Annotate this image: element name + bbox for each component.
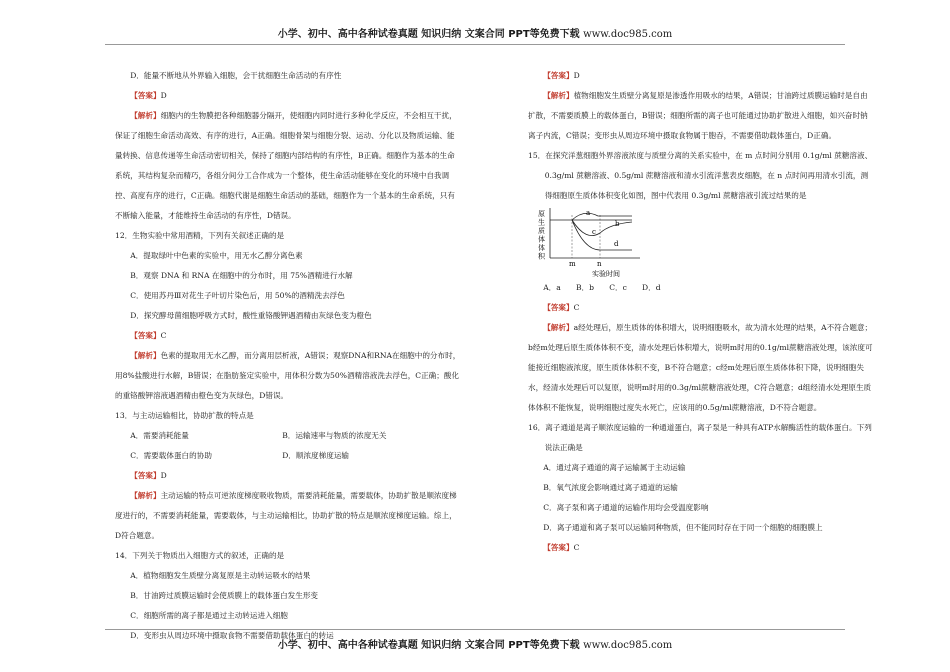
left-column <box>115 66 462 646</box>
y-label-char-1: 原 <box>538 210 545 218</box>
q13-option-d: D．顺浓度梯度运输 <box>282 451 350 460</box>
x-axis-label: 实验时间 <box>592 270 620 278</box>
analysis-tag: 【解析】 <box>130 351 161 360</box>
analysis-text: 植物细胞发生质壁分离复原是渗透作用吸水的结果，A错误；甘油跨过质膜运输时是自由扩散，不需要质膜上的载体蛋白，B错误；细胞所需的离子也可能通过协助扩散进入细胞，如兴奋时钠离子内流，C错误；变形虫从周边环境中摄取食物属于胞吞，不需要借助载体蛋白，D正确。 <box>528 91 868 140</box>
q11-analysis <box>115 106 462 226</box>
label-b: b <box>615 220 620 228</box>
analysis-text: 色素的提取用无水乙醇，而分离用层析液，A错误；观察DNA和RNA在细胞中的分布时，用8%盐酸进行水解，B错误；在脂肪鉴定实验中，用体积分数为50%酒精溶液洗去浮色，C正确；酸化的重铬酸钾溶液遇酒精由橙色变为灰绿色，D错误。 <box>115 351 461 400</box>
q13-stem: 13．与主动运输相比，协助扩散的特点是 <box>115 411 254 420</box>
answer-value: D <box>160 91 167 100</box>
q12-stem: 12．生物实验中常用酒精，下列有关叙述正确的是 <box>115 231 285 240</box>
q13-option-c: C．需要载体蛋白的协助 <box>130 451 212 460</box>
bottom-banner <box>0 636 950 651</box>
q15-analysis <box>528 318 875 418</box>
analysis-text: 主动运输的特点可逆浓度梯度吸收物质，需要消耗能量，需要载体，协助扩散是顺浓度梯度进行的，不需要消耗能量，需要载体，与主动运输相比，协助扩散的特点是顺浓度梯度运输。综上，D符合题意。 <box>115 491 457 540</box>
q12-option-b: B．观察 DNA 和 RNA 在细胞中的分布时，用 75%酒精进行水解 <box>130 271 353 280</box>
curve-a <box>572 213 632 220</box>
q11-answer <box>115 86 462 106</box>
right-column <box>528 66 875 558</box>
y-label-char-6: 积 <box>538 252 545 261</box>
q16-option-d: D．离子通道和离子泵可以运输同种物质，但不能同时存在于同一个细胞的细胞膜上 <box>543 523 823 532</box>
label-m: m <box>569 260 576 268</box>
q15-options: A．a B．b C．c D．d <box>543 283 661 292</box>
analysis-tag: 【解析】 <box>130 491 161 500</box>
q14-option-c: C．细胞所需的离子都是通过主动转运进入细胞 <box>130 611 288 620</box>
q13-analysis <box>115 486 462 546</box>
q14-option-a: A．植物细胞发生质壁分离复原是主动转运吸水的结果 <box>130 571 311 580</box>
label-n: n <box>597 260 602 268</box>
answer-value: C <box>573 543 580 552</box>
bottom-divider <box>105 629 845 630</box>
q13-options-row-2 <box>115 446 462 466</box>
q16-option-b: B．氧气浓度会影响通过离子通道的运输 <box>543 483 678 492</box>
top-banner <box>0 25 950 40</box>
analysis-text: 细胞内的生物膜把各种细胞器分隔开，使细胞内同时进行多种化学反应，不会相互干扰，保证了细胞生命活动高效、有序的进行，A正确。细胞骨架与细胞分裂、运动、分化以及物质运输、能量转换、信息传递等生命活动密切相关，保持了细胞内部结构的有序性，B正确。细胞作为基本的生命系统，其结构复杂而精巧，各组分间分工合作成为一个整体，使生命活动能够在变化的环境中自我调控、高度有序的进行，C正确。细胞代谢是细胞生命活动的基础，细胞作为一个基本的生命系统，只有不断输入能量，才能维持生命活动的有序性，D错误。 <box>115 111 457 220</box>
q14-analysis <box>528 86 875 146</box>
q13-options-row-1 <box>115 426 462 446</box>
y-label-char-2: 生 <box>538 218 545 227</box>
q15-answer <box>528 298 875 318</box>
answer-value: D <box>573 71 580 80</box>
q16-option-a: A．通过离子通道的离子运输属于主动运输 <box>543 463 686 472</box>
q14-option-d: D．变形虫从周边环境中摄取食物不需要借助载体蛋白的转运 <box>130 631 334 640</box>
answer-tag: 【答案】 <box>543 71 574 80</box>
y-label-char-4: 体 <box>538 235 545 244</box>
q14-answer <box>528 66 875 86</box>
q12-answer <box>115 326 462 346</box>
analysis-tag: 【解析】 <box>543 91 574 100</box>
volume-graph <box>536 206 676 278</box>
answer-tag: 【答案】 <box>543 303 574 312</box>
answer-value: D <box>160 471 167 480</box>
q13-option-a: A．需要消耗能量 <box>130 431 189 440</box>
q16-answer <box>528 538 875 558</box>
analysis-tag: 【解析】 <box>130 111 161 120</box>
q16-stem: 16．离子通道是离子顺浓度运输的一种通道蛋白，离子泵是一种具有ATP水解酶活性的载体蛋白。下列说法正确是 <box>528 423 872 452</box>
label-d: d <box>614 240 619 248</box>
q12-option-c: C．使用苏丹Ⅲ对花生子叶切片染色后，用 50%的酒精洗去浮色 <box>130 291 345 300</box>
q13-answer <box>115 466 462 486</box>
banner-url[interactable]: www.doc985.com <box>583 29 673 40</box>
q15-stem: 15．在探究洋葱细胞外界溶液浓度与质壁分离的关系实验中，在 m 点时间分别用 0.1g/ml 蔗糖溶液、0.3g/ml 蔗糖溶液、0.5g/ml 蔗糖溶液和清水引流洋葱表皮细胞，在 n 点时间再用清水引流，测得细胞原生质体体积变化如图，图中代表用 0.3g/ml 蔗糖溶液引流过结果的是 <box>528 151 873 200</box>
banner-url[interactable]: www.doc985.com <box>583 640 673 651</box>
label-c: c <box>592 228 596 236</box>
banner-text: 小学、初中、高中各种试卷真题 知识归纳 文案合同 PPT等免费下载 <box>277 29 580 40</box>
q14-stem: 14．下列关于物质出入细胞方式的叙述，正确的是 <box>115 551 285 560</box>
q16-option-c: C．离子泵和离子通道的运输作用均会受温度影响 <box>543 503 709 512</box>
q12-option-d: D．探究酵母菌细胞呼吸方式时，酸性重铬酸钾遇酒精由灰绿色变为橙色 <box>130 311 372 320</box>
curve-c <box>572 220 632 236</box>
curve-d <box>572 220 632 250</box>
answer-tag: 【答案】 <box>543 543 574 552</box>
answer-tag: 【答案】 <box>130 471 161 480</box>
analysis-text: a经处理后，原生质体的体积增大，说明细胞吸水，故为清水处理的结果，A不符合题意；b经m处理后原生质体体积不变，清水处理后体积增大，说明m时用的0.1g/ml蔗糖溶液处理，该浓度可能接近细胞液浓度，原生质体体积不变，B不符合题意；c经m处理后原生质体体积下降，说明细胞失水，经清水处理后可以复原，说明m时用的0.3g/ml蔗糖溶液处理，C符合题意；d组经清水处理原生质体体积不能恢复，说明细胞过度失水死亡，应该用的0.5g/ml蔗糖溶液，D不符合题意。 <box>528 323 873 412</box>
q15-figure <box>528 206 875 278</box>
y-axis-label <box>538 209 547 261</box>
banner-text: 小学、初中、高中各种试卷真题 知识归纳 文案合同 PPT等免费下载 <box>277 640 580 651</box>
analysis-tag: 【解析】 <box>543 323 574 332</box>
q14-option-b: B．甘油跨过质膜运输时会使质膜上的载体蛋白发生形变 <box>130 591 319 600</box>
q11-option-d: D．能量不断地从外界输入细胞，会干扰细胞生命活动的有序性 <box>130 71 342 80</box>
label-a: a <box>586 209 591 217</box>
y-label-char-5: 体 <box>538 244 545 252</box>
answer-tag: 【答案】 <box>130 331 161 340</box>
answer-tag: 【答案】 <box>130 91 161 100</box>
y-label-char-3: 质 <box>538 227 545 235</box>
answer-value: C <box>573 303 580 312</box>
top-divider <box>105 44 845 45</box>
q13-option-b: B．运输速率与物质的浓度无关 <box>282 431 387 440</box>
q12-analysis <box>115 346 462 406</box>
answer-value: C <box>160 331 167 340</box>
q12-option-a: A．提取绿叶中色素的实验中，用无水乙醇分离色素 <box>130 251 303 260</box>
